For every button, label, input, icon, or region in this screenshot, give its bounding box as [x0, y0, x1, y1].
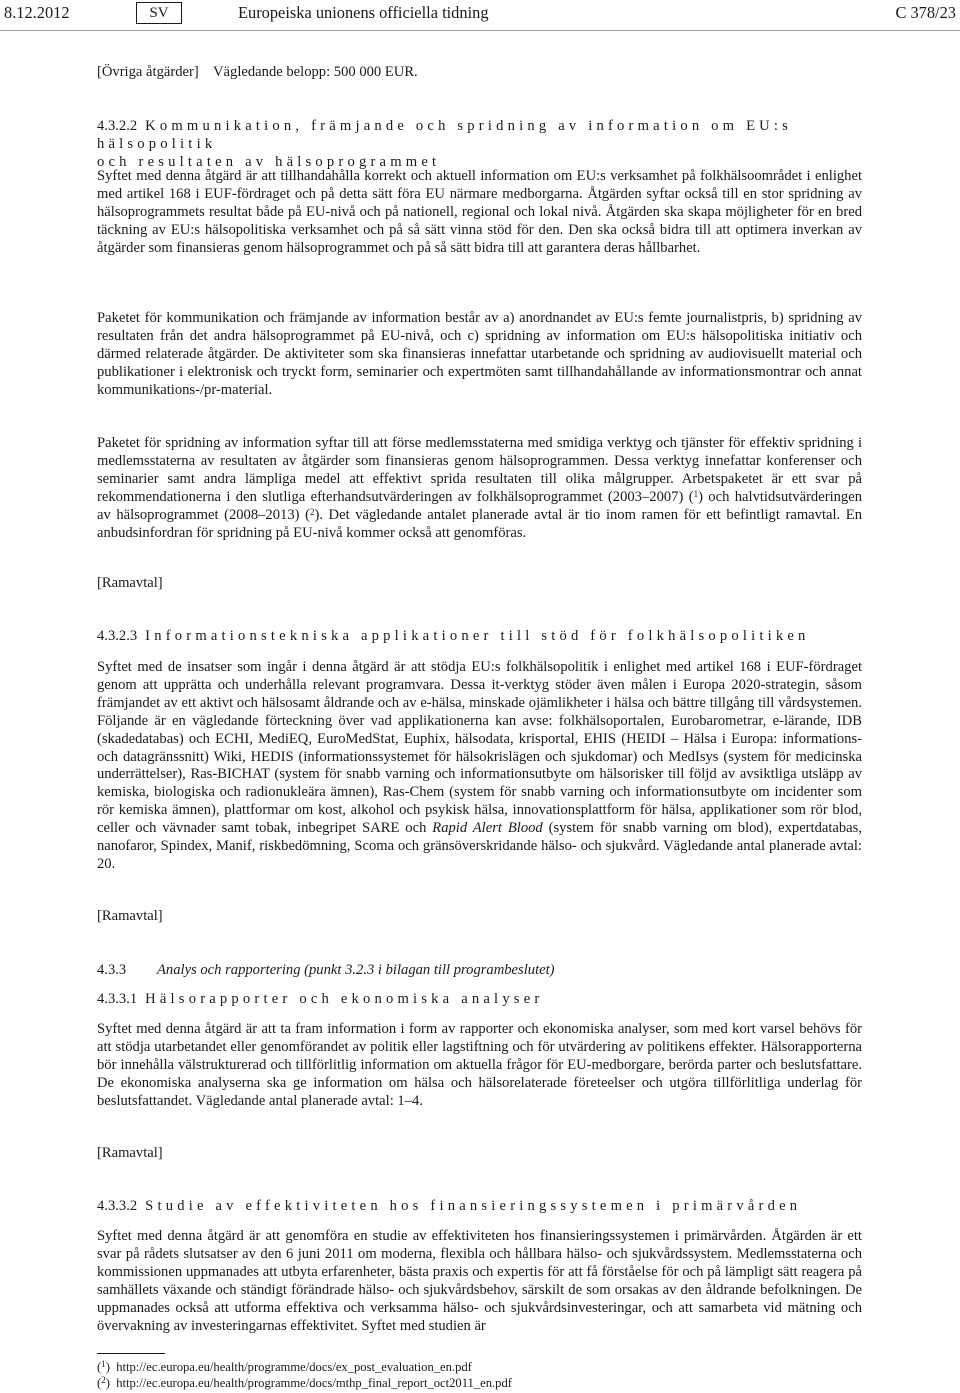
- footnote-link[interactable]: http://ec.europa.eu/health/programme/docs/mthp_final_report_oct2011_en.pdf: [116, 1376, 512, 1390]
- section-heading-4-3-2-3: [97, 628, 862, 646]
- section-number: 4.3.2.3: [97, 628, 138, 644]
- section-title: Informationstekniska applikationer till stöd för folkhälsopolitiken: [145, 628, 810, 644]
- footnote-ref[interactable]: 1: [693, 488, 699, 499]
- footnote: ($^2$) http://ec.europa.eu/health/programme/docs/mthp_final_report_oct2011_en.pdf: [97, 1375, 512, 1390]
- paragraph: Syftet med de insatser som ingår i denna åtgärd är att stödja EU:s folkhälsopolitik i enlighet med artikel 168 i EUF-fördraget genom att upprätta och underhålla relevant programvara. Dessa it-verktyg stöder även målen i Europa 2020-strategin, såsom främjandet av ett aktivt och hälsosamt åldrande och av e-hälsa, minskade ojämlikheter i hälsa och bättre tillgång till vårdsystemen. Följande är en vägledande förteckning över vad applikationerna kan avse: folkhälsoportalen, Eurobarometrar, e-lärande, IDB (skadedatabas) och ECHI, MediEQ, EuroMedStat, Euphix, hälsodata, krisportal, EHIS (HEIDI – Hälsa i Europa: informations- och datagränssnitt) Wiki, HEDIS (informationssystemet för hälsokrislägen och sjukdomar) och MedIsys (system för medicinska underrättelser), Ras-BICHAT (system för snabb varning och informationsutbyte om hälsorisker till följd av avsiktliga utsläpp av kemiska, biologiska och radionukleära ämnen), Ras-Chem (system för snabb varning och informationsutbyte om incidenter som rör kemiska ämnen), plattformar om kost, alkohol och psykisk hälsa, innovationsplattform för hälsa, applikationer som rör blod, celler och vävnader samt tobak, inbegripet SARE och Rapid Alert Blood (system för snabb varning om blod), expertdatabas, nanofaror, Spindex, Manif, riskbedömning, Scoma och gränsöverskridande hälso- och sjukvård. Vägledande antal planerade avtal: 20.: [97, 659, 862, 872]
- section-number: 4.3.3.2: [97, 1198, 138, 1214]
- paragraph: Paketet för spridning av information syftar till att förse medlemsstaterna med smidiga verktyg och tjänster för effektiv spridning i medlemsstaterna av resultaten av åtgärder som finansieras genom hälsoprogrammen. Dessa verktyg innefattar konferenser och seminarier samt andra lämpliga medel att effektivt sprida resultaten till olika målgrupper. Arbetspaketet är ett svar på rekommendationerna i den slutliga efterhandsutvärderingen av folkhälsoprogrammet (2003–2007) ($^1$) och halvtidsutvärderingen av hälsoprogrammet (2008–2013) ($^2$). Det vägledande antalet planerade avtal är tio inom ramen för ett befintligt ramavtal. En anbudsinfordran för spridning på EU-nivå kommer också att genomföras.: [97, 435, 863, 541]
- language-badge: SV: [136, 2, 182, 24]
- paragraph: Paketet för kommunikation och främjande av information består av a) anordnandet av EU:s femte journalistpris, b) spridning av resultaten från det andra hälsoprogrammet på EU-nivå, och c) spridning av information om EU:s hälsopolitiska initiativ och därmed relaterade åtgärder. De aktiviteter som ska finansieras innefattar utarbetande och spridning av audiovisuellt material och publikationer i elektronisk och tryckt form, seminarier och expertmöten samt tillhandahållande av informationsmontrar och annat kommunikations-/pr-material.: [97, 310, 862, 398]
- section-number: 4.3.2.2: [97, 118, 138, 134]
- header-rule: [0, 30, 960, 31]
- paragraph: Syftet med denna åtgärd är att genomföra en studie av effektiviteten hos finansieringssystemen i primärvården. Åtgärden är ett svar på rådets slutsatser av den 6 juni 2011 om moderna, flexibla och hållbara hälso- och sjukvårdssystem. Medlemsstaterna och kommissionen uppmanades att utbyta erfarenheter, bästa praxis och expertis för att få förståelse för och på lämpligt sätt reagera på samhällets växande och ständigt förändrade hälso- och sjukvårdsbehov, särskilt de som orsakas av den åldrande befolkningen. De uppmanades också att utforma effektiva och verksamma hälso- och sjukvårdsinvesteringar, och att samarbeta vid mätning och övervakning av investeringarnas effektivitet. Syftet med studien är: [97, 1228, 862, 1334]
- contract-type-tag: [Ramavtal]: [97, 1145, 163, 1161]
- footnote-rule: [97, 1353, 165, 1354]
- section-heading-4-3-3-1: [97, 991, 862, 1009]
- journal-header: [0, 2, 960, 26]
- section-title-line-1: Kommunikation, främjande och spridning av information om EU:s hälsopolitik: [97, 118, 793, 152]
- section-title-line-2: och resultaten av hälsoprogrammet: [97, 153, 441, 170]
- page-number: C 378/23: [895, 3, 956, 22]
- section-number: 4.3.3.1: [97, 991, 138, 1007]
- section-title: Hälsorapporter och ekonomiska analyser: [145, 991, 544, 1007]
- section-number: 4.3.3: [97, 962, 127, 978]
- section-heading-4-3-3-2: [97, 1198, 862, 1216]
- contract-type-tag: [Ramavtal]: [97, 908, 163, 924]
- contract-type-tag: [Ramavtal]: [97, 575, 163, 591]
- section-heading-4-3-2-2: [97, 118, 862, 172]
- paragraph: Syftet med denna åtgärd är att tillhandahålla korrekt och aktuell information om EU:s verksamhet på folkhälsoområdet i enlighet med artikel 168 i EUF-fördraget och på detta sätt föra EU närmare medborgarna. Åtgärden syftar också till en stor spridning av hälsoprogrammets resultat både på EU-nivå och på nationell, regional och lokal nivå. Åtgärden ska skapa möjligheter för en bred täckning av EU:s hälsopolitiska verksamhet och på så sätt vinna stöd för den. Den ska också bidra till att optimera inverkan av åtgärder som finansieras genom hälsoprogrammet och på så sätt bidra till att garantera deras hållbarhet.: [97, 168, 862, 256]
- action-category-line: [Övriga åtgärder] Vägledande belopp: 500 000 EUR.: [97, 64, 418, 80]
- publication-date: 8.12.2012: [4, 3, 70, 22]
- section-title: Studie av effektiviteten hos finansieringssystemen i primärvården: [145, 1198, 802, 1214]
- journal-title: Europeiska unionens officiella tidning: [238, 3, 489, 22]
- section-title: Analys och rapportering (punkt 3.2.3 i bilagan till programbeslutet): [157, 962, 555, 978]
- paragraph: Syftet med denna åtgärd är att ta fram information i form av rapporter och ekonomiska analyser, som med kort varsel behövs för att stödja utarbetandet eller genomförandet av politik eller lagstiftning och för utvärdering av politikens effekter. Hälsorapporterna bör innehålla välstrukturerad och tillförlitlig information om aktuella frågor för EU-medborgare, berörda parter och beslutsfattare. De ekonomiska analyserna ska ge information om hälsa och hälsorelaterade företeelser och utgöra tillförlitliga underlag för beslutsfattandet. Vägledande antal planerade avtal: 1–4.: [97, 1021, 862, 1109]
- footnote-ref[interactable]: 2: [309, 506, 315, 517]
- footnote: ($^1$) http://ec.europa.eu/health/programme/docs/ex_post_evaluation_en.pdf: [97, 1359, 472, 1374]
- footnote-link[interactable]: http://ec.europa.eu/health/programme/docs/ex_post_evaluation_en.pdf: [116, 1360, 472, 1374]
- section-heading-4-3-3: [97, 962, 862, 980]
